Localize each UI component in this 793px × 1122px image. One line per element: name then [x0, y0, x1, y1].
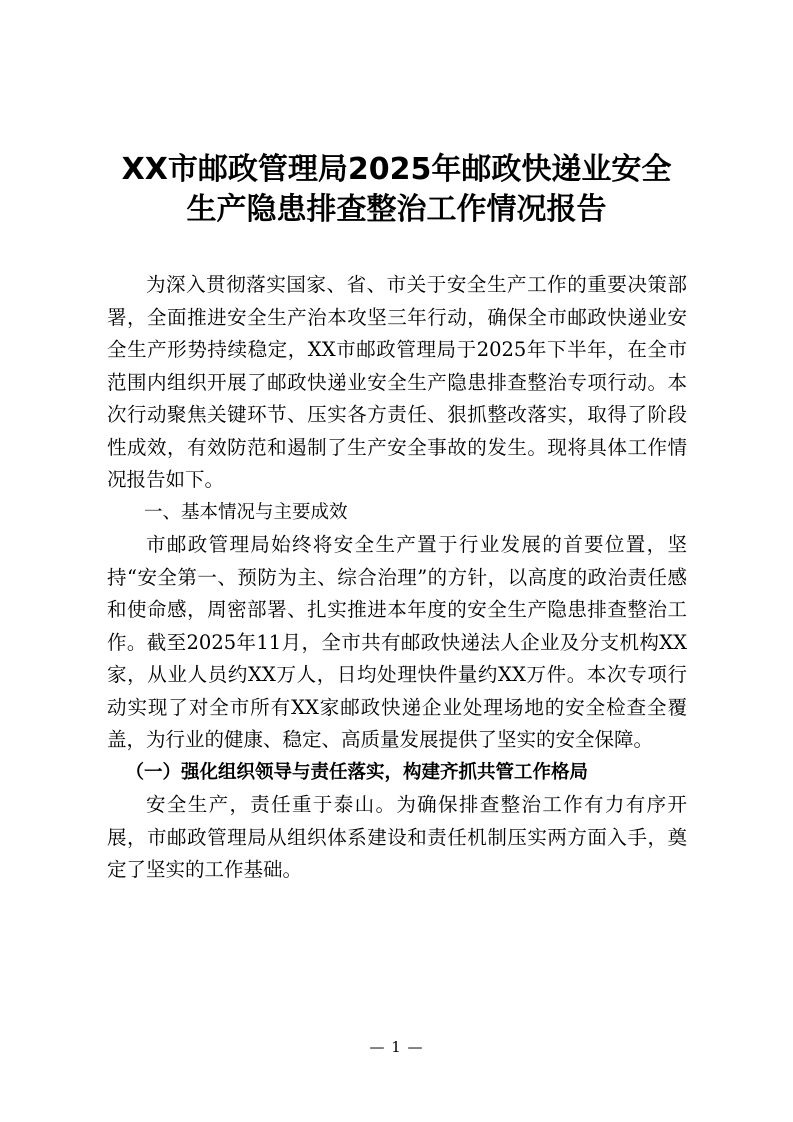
section-heading: 一、基本情况与主要成效 — [144, 501, 348, 523]
title-line-1: XX市邮政管理局2025年邮政快递业安全 — [121, 152, 672, 187]
subsection-heading: （一）强化组织领导与责任落实，构建齐抓共管工作格局 — [125, 761, 589, 783]
page-number: — 1 — — [369, 1038, 424, 1056]
paragraph-basic-situation: 市邮政管理局始终将安全生产置于行业发展的首要位置，坚持“安全第一、预防为主、综合治理”的方针，以高度的政治责任感和使命感，周密部署、扎实推进本年度的安全生产隐患排查整治工作。截至2025年11月，全市共有邮政快递法人企业及分支机构XX家，从业人员约XX万人，日均处理快件量约XX万件。本次专项行动实现了对全市所有XX家邮政快递企业处理场地的安全检查全覆盖，为行业的健康、稳定、高质量发展提供了坚实的安全保障。 — [107, 533, 687, 751]
document-title — [40, 150, 753, 230]
document-body — [107, 269, 687, 887]
paragraph-responsibility: 安全生产，责任重于泰山。为确保排查整治工作有力有序开展，市邮政管理局从组织体系建设和责任机制压实两方面入手，奠定了坚实的工作基础。 — [107, 793, 687, 881]
title-line-2: 生产隐患排查整治工作情况报告 — [186, 192, 607, 227]
paragraph-intro: 为深入贯彻落实国家、省、市关于安全生产工作的重要决策部署，全面推进安全生产治本攻坚三年行动，确保全市邮政快递业安全生产形势持续稳定，XX市邮政管理局于2025年下半年，在全市范围内组织开展了邮政快递业安全生产隐患排查整治专项行动。本次行动聚焦关键环节、压实各方责任、狠抓整改落实，取得了阶段性成效，有效防范和遏制了生产安全事故的发生。现将具体工作情况报告如下。 — [107, 273, 687, 491]
